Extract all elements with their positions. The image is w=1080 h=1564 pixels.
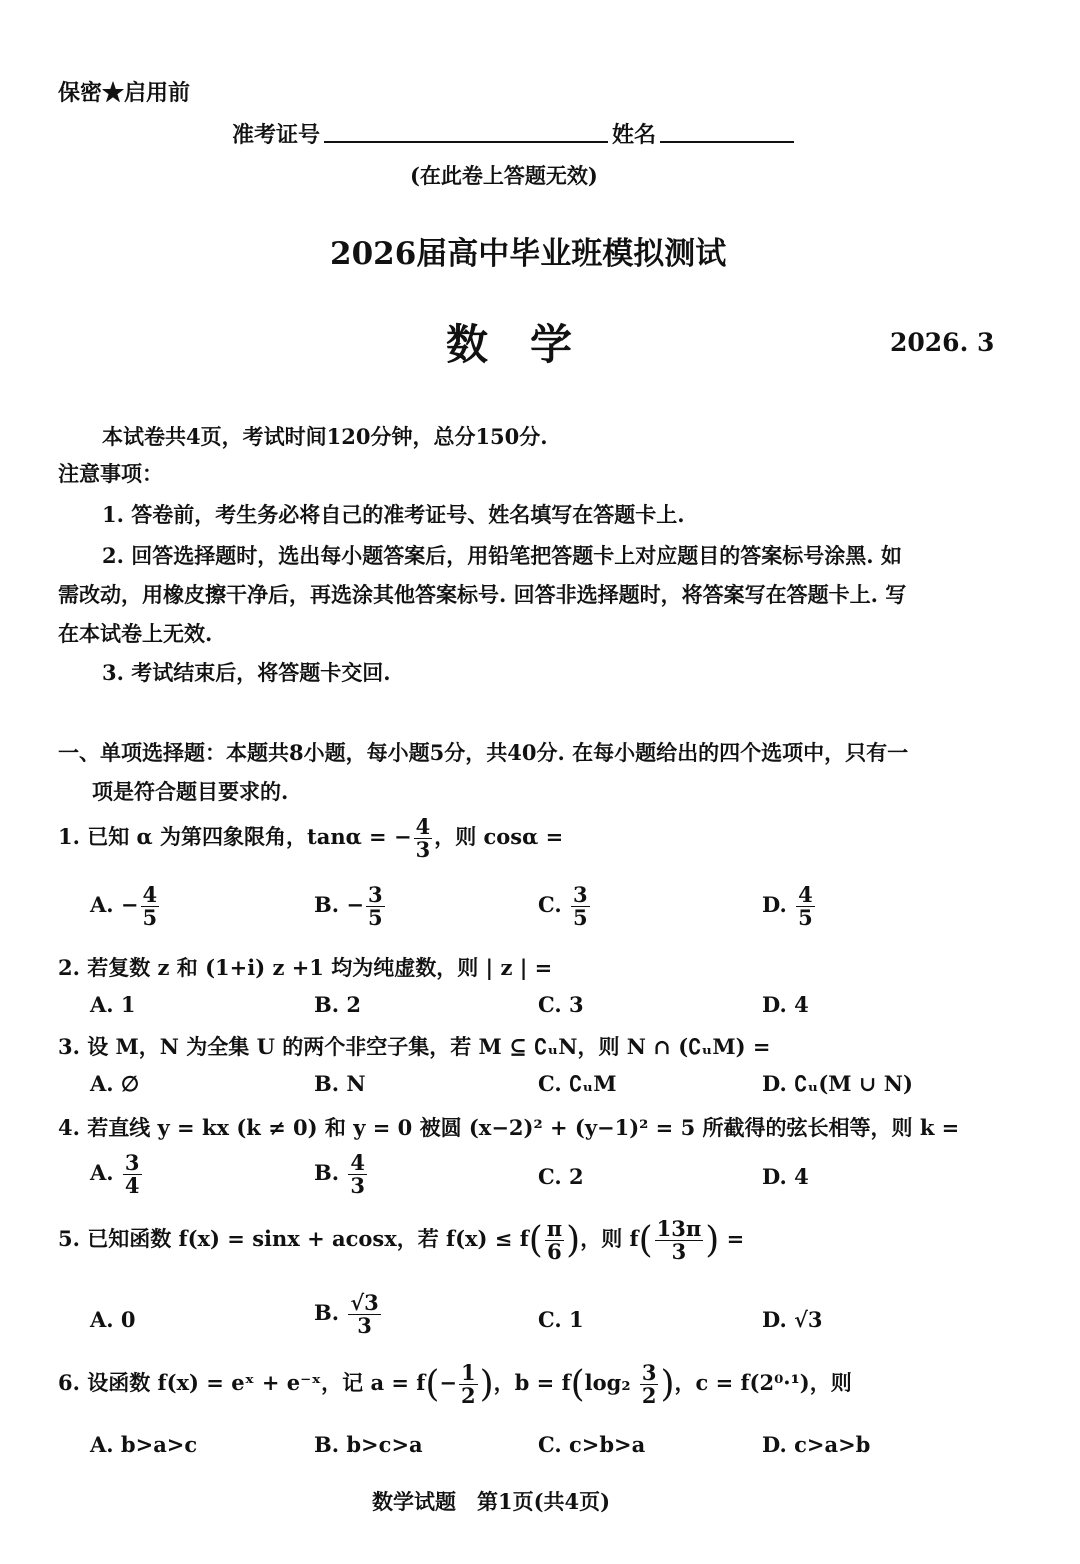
q5-option-a[interactable]: A. 0 xyxy=(90,1307,136,1332)
confidential-mark: 保密★启用前 xyxy=(58,80,191,106)
question-5: 5. 已知函数 f(x) = sinx + acosx，若 f(x) ≤ f( $\frac{\pi}{6}$ )，则 f( $\frac{13\pi}{3}$ ) = xyxy=(58,1216,745,1265)
question-4: 4. 若直线 y = kx (k ≠ 0) 和 y = 0 被圆 (x−2)² + (y−1)² = 5 所截得的弦长相等，则 k = xyxy=(58,1115,960,1140)
q2-option-b[interactable]: B. 2 xyxy=(314,992,361,1017)
question-2: 2. 若复数 z 和 (1+i) z +1 均为纯虚数，则 | z | = xyxy=(58,955,553,980)
q1-option-d[interactable]: D. $\frac{4}{5}$ xyxy=(762,882,813,931)
exam-id-field[interactable] xyxy=(232,118,798,149)
note-2-line-2: 需改动，用橡皮擦干净后，再选涂其他答案标号. 回答非选择题时，将答案写在答题卡上. 写 xyxy=(58,582,907,607)
name-blank[interactable] xyxy=(660,140,794,143)
section-heading-line-2: 项是符合题目要求的. xyxy=(92,779,289,804)
q3-option-b[interactable]: B. N xyxy=(314,1071,366,1096)
q5-option-c[interactable]: C. 1 xyxy=(538,1307,584,1332)
notes-heading: 注意事项： xyxy=(58,461,163,486)
q5-option-b[interactable]: B. $\frac{√3}{3}$ xyxy=(314,1290,379,1339)
q3-option-a[interactable]: A. ∅ xyxy=(90,1071,140,1096)
q6-option-c[interactable]: C. c>b>a xyxy=(538,1432,646,1457)
note-1: 1. 答卷前，考生务必将自己的准考证号、姓名填写在答题卡上. xyxy=(102,502,685,527)
q2-option-a[interactable]: A. 1 xyxy=(90,992,136,1017)
q6-option-a[interactable]: A. b>a>c xyxy=(90,1432,198,1457)
note-3: 3. 考试结束后，将答题卡交回. xyxy=(102,660,391,685)
q4-option-a[interactable]: A. $\frac{3}{4}$ xyxy=(90,1150,140,1199)
q4-option-b[interactable]: B. $\frac{4}{3}$ xyxy=(314,1150,365,1199)
subject-title: 数 学 xyxy=(446,320,573,369)
question-3: 3. 设 M，N 为全集 U 的两个非空子集，若 M ⊆ ∁ᵤN，则 N ∩ (∁ᵤM) = xyxy=(58,1034,771,1059)
q6-option-b[interactable]: B. b>c>a xyxy=(314,1432,423,1457)
exam-id-blank[interactable] xyxy=(324,140,608,143)
page-footer: 数学试题 第1页(共4页) xyxy=(372,1489,611,1514)
note-2-line-1: 2. 回答选择题时，选出每小题答案后，用铅笔把答题卡上对应题目的答案标号涂黑. 如 xyxy=(102,543,902,568)
q6-option-d[interactable]: D. c>a>b xyxy=(762,1432,871,1457)
q1-option-b[interactable]: B. − $\frac{3}{5}$ xyxy=(314,882,383,931)
q5-option-d[interactable]: D. √3 xyxy=(762,1307,823,1332)
q4-option-d[interactable]: D. 4 xyxy=(762,1164,809,1189)
q1-option-c[interactable]: C. $\frac{3}{5}$ xyxy=(538,882,588,931)
exam-intro: 本试卷共4页，考试时间120分钟，总分150分. xyxy=(102,424,548,449)
note-2-line-3: 在本试卷上无效. xyxy=(58,621,213,646)
invalid-answer-note: (在此卷上答题无效) xyxy=(410,163,598,188)
q2-option-c[interactable]: C. 3 xyxy=(538,992,584,1017)
exam-date: 2026. 3 xyxy=(890,328,995,357)
q4-option-c[interactable]: C. 2 xyxy=(538,1164,584,1189)
q1-option-a[interactable]: A. − $\frac{4}{5}$ xyxy=(90,882,158,931)
name-label: 姓名 xyxy=(612,122,657,148)
q3-option-d[interactable]: D. ∁ᵤ(M ∪ N) xyxy=(762,1071,913,1096)
q2-option-d[interactable]: D. 4 xyxy=(762,992,809,1017)
section-heading-line-1: 一、单项选择题：本题共8小题，每小题5分，共40分. 在每小题给出的四个选项中，只有一 xyxy=(58,740,909,765)
q3-option-c[interactable]: C. ∁ᵤM xyxy=(538,1071,617,1096)
question-1: 1. 已知 α 为第四象限角，tanα = − $\frac{4}{3}$ ，则 cosα = xyxy=(58,814,564,863)
exam-title: 2026届高中毕业班模拟测试 xyxy=(330,236,727,272)
exam-id-label: 准考证号 xyxy=(232,122,321,148)
question-6: 6. 设函数 f(x) = eˣ + e⁻ˣ，记 a = f(− $\frac{1}{2}$ )，b = f(log₂ $\frac{3}{2}$ )，c = f(2⁰·¹)，则 xyxy=(58,1360,852,1409)
